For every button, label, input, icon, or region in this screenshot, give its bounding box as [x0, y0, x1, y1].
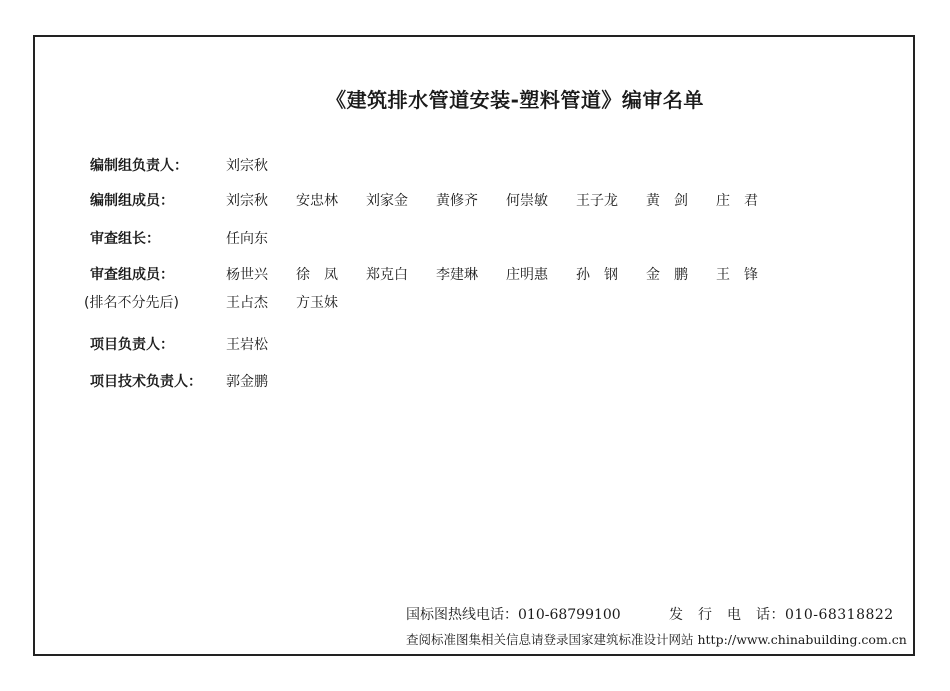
roster-label: 审查组长： — [90, 231, 160, 247]
person-name: 任向东 — [226, 231, 268, 247]
person-name: 郑克白 — [366, 267, 408, 283]
person-name: 杨世兴 — [226, 267, 268, 283]
person-name: 安忠林 — [296, 193, 338, 209]
person-name: 庄 君 — [716, 193, 758, 209]
hotline-text: 国标图热线电话：010-68799100 — [406, 607, 621, 623]
roster-label: 项目技术负责人： — [90, 374, 202, 390]
person-name: 黄修齐 — [436, 193, 478, 209]
person-name: 郭金鹏 — [226, 374, 268, 390]
person-name: 王子龙 — [576, 193, 618, 209]
person-name: 李建琳 — [436, 267, 478, 283]
website-note: 查阅标准图集相关信息请登录国家建筑标准设计网站 http://www.chinabuilding.com.cn — [406, 632, 907, 647]
person-name: 王 锋 — [716, 267, 758, 283]
contact-line — [406, 604, 894, 624]
person-name: 王占杰 — [226, 295, 268, 311]
roster-label: 编制组负责人： — [90, 158, 188, 174]
person-name: 孙 钢 — [576, 267, 618, 283]
person-name: 方玉妹 — [296, 295, 338, 311]
person-name: 徐 凤 — [296, 267, 338, 283]
roster-label: 审查组成员： — [90, 267, 174, 283]
roster-label: 项目负责人： — [90, 337, 174, 353]
person-name: 何崇敏 — [506, 193, 548, 209]
person-name: 王岩松 — [226, 337, 268, 353]
ordering-note: (排名不分先后) — [84, 295, 179, 311]
person-name: 金 鹏 — [646, 267, 688, 283]
person-name: 庄明惠 — [506, 267, 548, 283]
person-name: 刘家金 — [366, 193, 408, 209]
person-name: 刘宗秋 — [226, 158, 268, 174]
roster-label: 编制组成员： — [90, 193, 174, 209]
person-name: 黄 剑 — [646, 193, 688, 209]
issue-phone-text: 发 行 电 话：010-68318822 — [669, 607, 894, 623]
person-name: 刘宗秋 — [226, 193, 268, 209]
page-title: 《建筑排水管道安装-塑料管道》编审名单 — [326, 88, 704, 112]
